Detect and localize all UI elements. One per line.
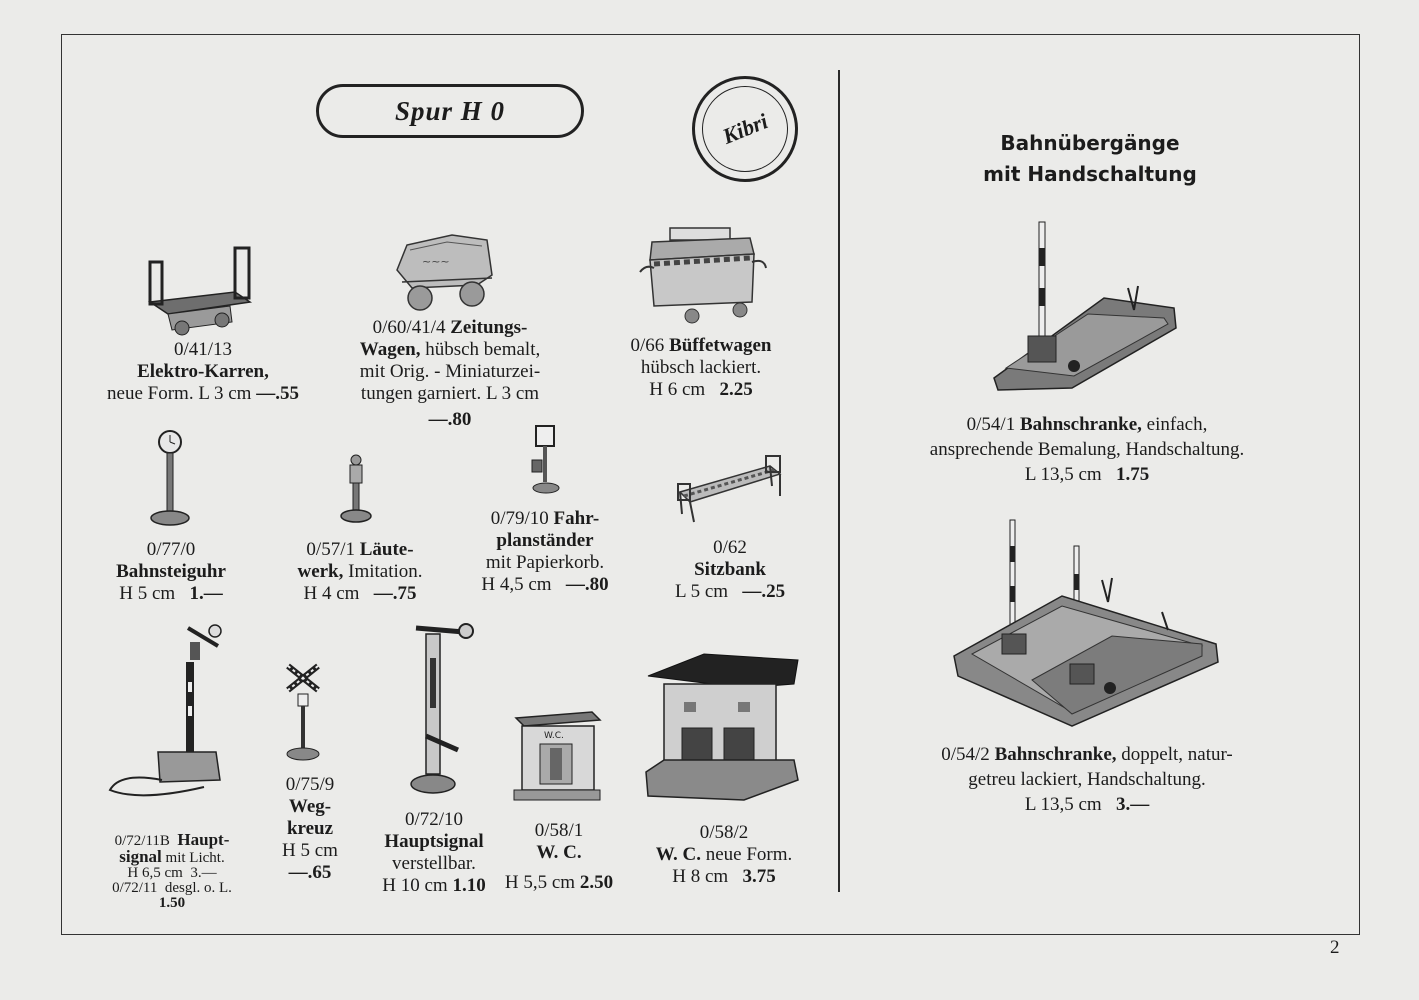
bahnschranke-einfach-text: 0/54/1 Bahnschranke, einfach, ansprechende Bemalung, Handschaltung. L 13,5 cm 1.75	[929, 414, 1245, 485]
catalog-title-text: Spur H 0	[394, 95, 506, 126]
fahrplanstaender-illustration	[526, 424, 566, 496]
hauptsignal-illustration	[406, 618, 476, 802]
bahnschranke-doppelt-text: 0/54/2 Bahnschranke, doppelt, natur- getreu lackiert, Handschaltung. L 13,5 cm 3.—	[941, 744, 1233, 815]
wc-small-illustration	[510, 708, 604, 804]
svg-text:W.C.: W.C.	[544, 731, 564, 741]
bahnsteiguhr-text: 0/77/0 Bahnsteiguhr H 5 cm 1.—	[116, 539, 226, 604]
wegkreuz-illustration	[282, 660, 326, 764]
sitzbank-illustration	[674, 452, 786, 528]
kibri-logo-text: Kibri	[718, 108, 772, 149]
sitzbank-text: 0/62 Sitzbank L 5 cm —.25	[674, 537, 786, 602]
bahnschranke-einfach-illustration	[988, 218, 1184, 398]
wc-large-text: 0/58/2 W. C. neue Form. H 8 cm 3.75	[655, 822, 793, 887]
bueffetwagen-illustration	[632, 224, 772, 328]
zeitungswagen-illustration	[392, 230, 502, 320]
bahnsteiguhr-illustration	[148, 428, 192, 528]
hauptsignal-licht-illustration	[100, 622, 230, 812]
hauptsignal-text: 0/72/10 Hauptsignal verstellbar. H 10 cm 1.10	[382, 809, 486, 896]
wc-small-text: 0/58/1 W. C. H 5,5 cm 2.50	[504, 820, 614, 893]
elektro-karren-illustration	[140, 240, 260, 340]
crossings-section-title: Bahnübergänge mit Handschaltung	[983, 131, 1197, 186]
catalog-title	[316, 84, 584, 138]
bahnschranke-doppelt-illustration	[952, 516, 1222, 732]
laeutewerk-text: 0/57/1 Läute- werk, Imitation. H 4 cm —.75	[297, 539, 423, 604]
zeitungswagen-text: 0/60/41/4 Zeitungs- Wagen, hübsch bemalt, mit Orig. - Miniaturzei- tungen garniert. L 3 cm —.80	[359, 317, 541, 430]
bueffetwagen-text: 0/66 Büffetwagen hübsch lackiert. H 6 cm 2.25	[630, 335, 772, 400]
hauptsignal-licht-text: 0/72/11B Haupt- signal mit Licht. H 6,5 cm 3.— 0/72/11 desgl. o. L. 1.50	[112, 830, 232, 911]
fahrplanstaender-text: 0/79/10 Fahr- planständer mit Papierkorb. H 4,5 cm —.80	[481, 508, 609, 595]
wc-large-illustration	[644, 650, 800, 806]
wegkreuz-text: 0/75/9 Weg- kreuz H 5 cm —.65	[282, 774, 338, 883]
column-divider	[838, 70, 840, 892]
laeutewerk-illustration	[338, 452, 374, 526]
kibri-logo	[692, 76, 798, 182]
page-number: 2	[1330, 937, 1340, 958]
svg-text:~~~: ~~~	[422, 255, 450, 268]
elektro-karren-text: 0/41/13 Elektro-Karren, neue Form. L 3 cm —.55	[107, 339, 299, 404]
